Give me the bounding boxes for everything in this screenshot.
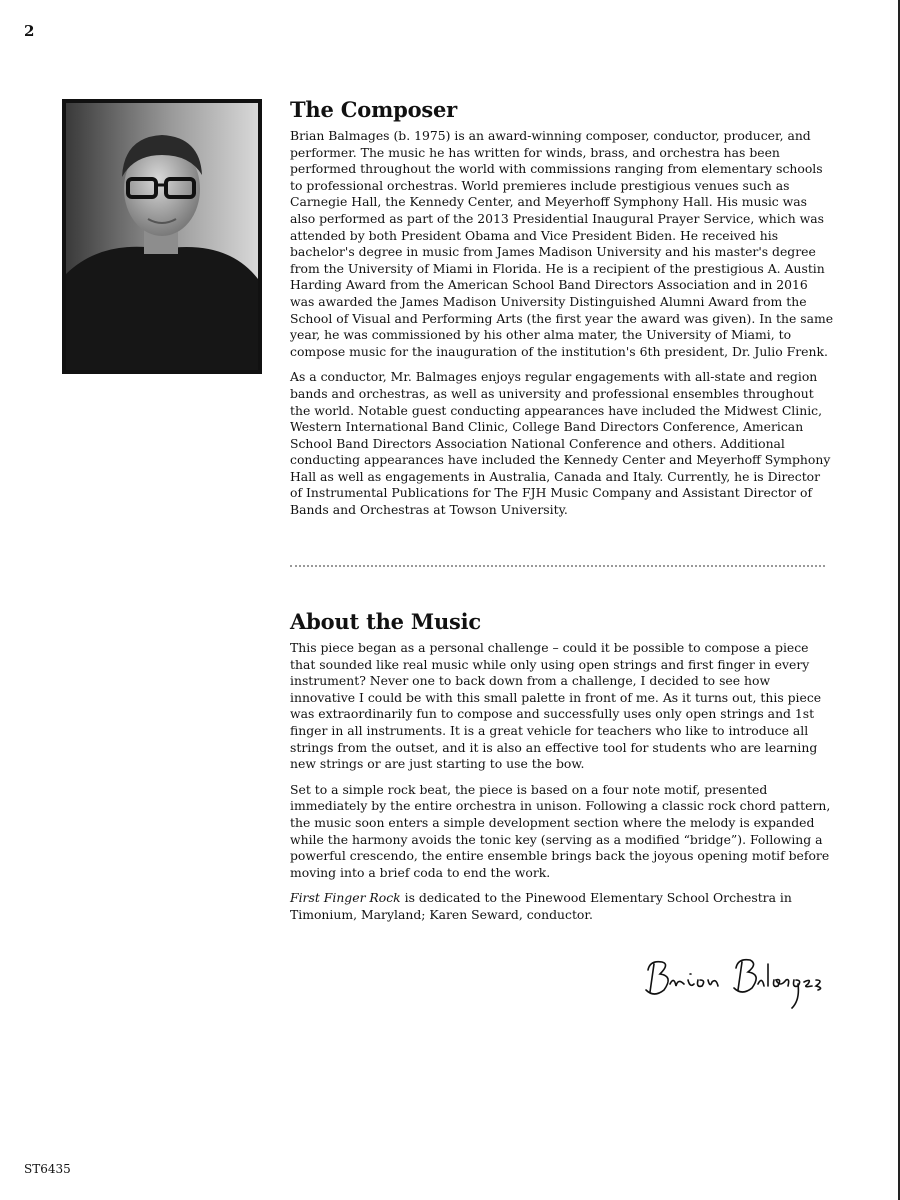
composer-signature	[640, 950, 830, 1020]
composer-photo	[62, 99, 262, 374]
footer-code: ST6435	[24, 1162, 71, 1176]
music-paragraph: Set to a simple rock beat, the piece is based on a four note motif, presented immediately by the entire orchestra in unison. Following a classic rock chord pattern, the music soon enters a simple development section where the melody is expanded while the harmony avoids the tonic key (serving as a modified “bridge”). Following a powerful crescendo, the entire ensemble brings back the joyous opening motif before moving into a brief coda to end the work.	[290, 781, 831, 880]
piece-title: First Finger Rock	[290, 890, 401, 906]
music-paragraph: This piece began as a personal challenge – could it be possible to compose a piece that sounded like real music while only using open strings and first finger in every instrument? Never one to back down from a challenge, I decided to see how innovative I could be with this small palette in front of me. As it turns out, this piece was extraordinarily fun to compose and successfully uses only open strings and 1st finger in all instruments. It is a great vehicle for teachers who like to introduce all strings from the outset, and it is also an effective tool for students who are learning new strings or are just starting to use the bow.	[290, 640, 822, 772]
composer-section	[290, 97, 835, 528]
section-divider	[290, 565, 825, 567]
music-section	[290, 609, 835, 933]
music-heading: About the Music	[290, 609, 482, 634]
composer-conducting-paragraph: As a conductor, Mr. Balmages enjoys regular engagements with all-state and region bands and orchestras, as well as university and professional ensembles throughout the world. Notable guest conducting appearances have included the Midwest Clinic, Western International Band Clinic, College Band Directors Conference, American School Band Directors Association National Conference and others. Additional conducting appearances have included the Kennedy Center and Meyerhoff Symphony Hall as well as engagements in Australia, Canada and Italy. Currently, he is Director of Instrumental Publications for The FJH Music Company and Assistant Director of Bands and Orchestras at Towson University.	[290, 369, 831, 518]
page-number: 2	[24, 22, 35, 40]
dedication-text: is dedicated to the Pinewood Elementary School Orchestra in Timonium, Maryland; Karen Seward, conductor.	[290, 890, 792, 922]
dedication-paragraph	[290, 890, 835, 923]
composer-bio-paragraph: Brian Balmages (b. 1975) is an award-winning composer, conductor, producer, and performer. The music he has written for winds, brass, and orchestra has been performed throughout the world with commissions ranging from elementary schools to professional orchestras. World premieres include prestigious venues such as Carnegie Hall, the Kennedy Center, and Meyerhoff Symphony Hall. His music was also performed as part of the 2013 Presidential Inaugural Prayer Service, which was attended by both President Obama and Vice President Biden. He received his bachelor's degree in music from James Madison University and his master's degree from the University of Miami in Florida. He is a recipient of the prestigious A. Austin Harding Award from the American School Band Directors Association and in 2016 was awarded the James Madison University Distinguished Alumni Award from the School of Visual and Performing Arts (the first year the award was given). In the same year, he was commissioned by his other alma mater, the University of Miami, to compose music for the inauguration of the institution's 6th president, Dr. Julio Frenk.	[290, 128, 834, 359]
composer-heading: The Composer	[290, 97, 458, 122]
